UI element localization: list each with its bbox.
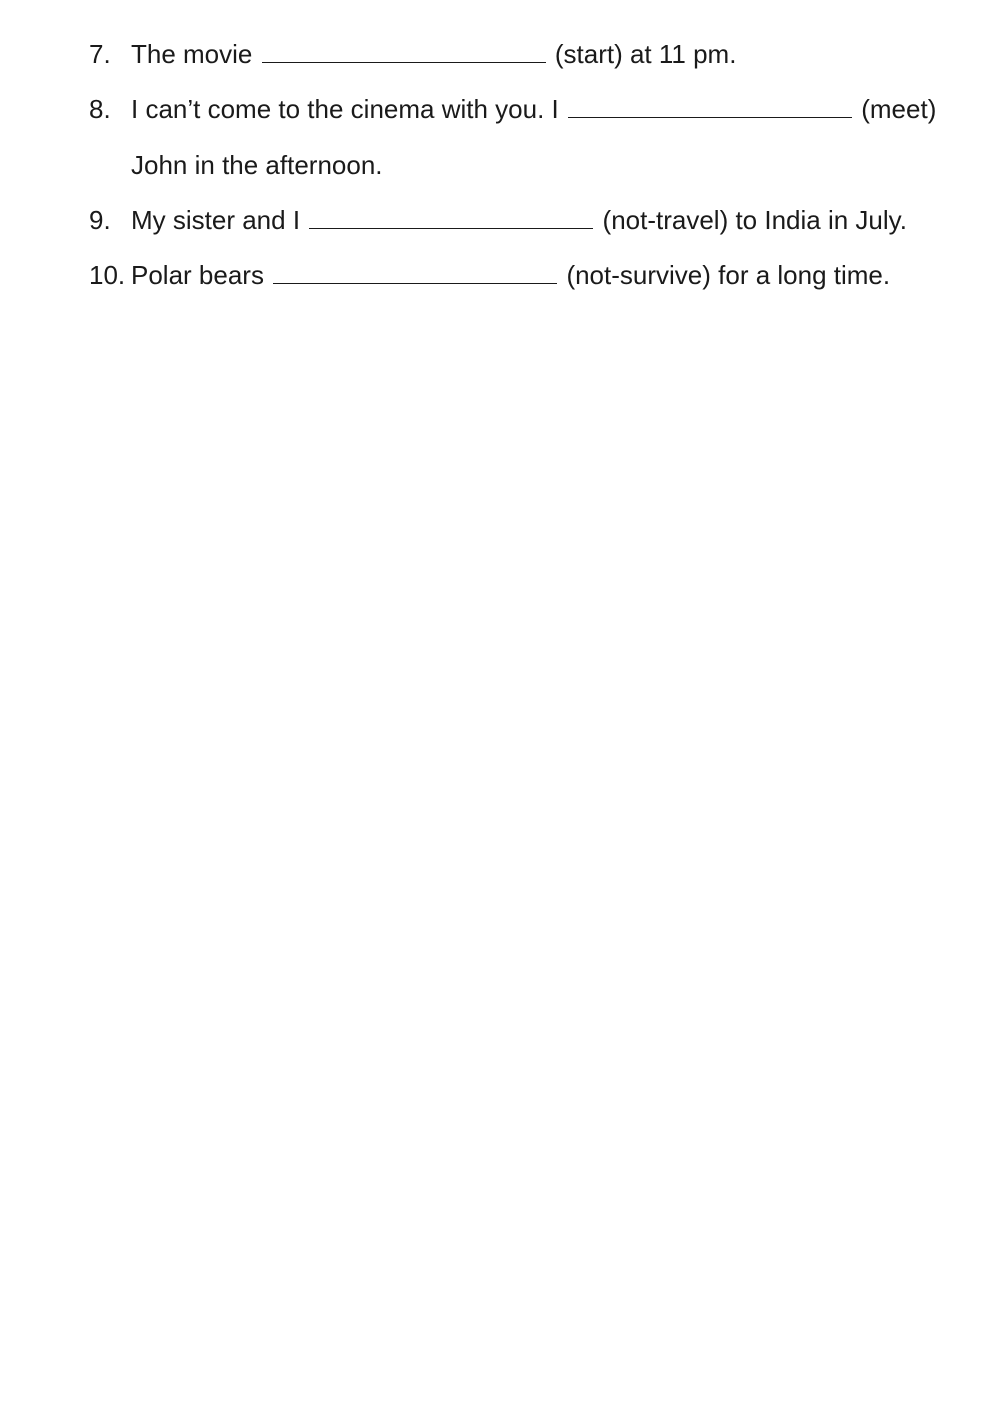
verb-hint: (start) [554,39,623,69]
verb-hint: (not-travel) [602,205,729,235]
exercise-continuation: John in the afternoon. [131,150,383,180]
exercise-number: 8. [89,94,111,124]
exercise-text-after: at 11 pm. [622,39,737,69]
exercise-number: 9. [89,205,111,235]
answer-blank[interactable] [262,42,546,63]
answer-blank[interactable] [568,97,852,118]
exercise-item-7 [89,27,989,82]
exercise-text-before: Polar bears [131,260,264,290]
exercise-text-after: for a long time. [710,260,891,290]
exercise-text-before: I can’t come to the cinema with you. I [131,94,559,124]
exercise-item-10 [89,248,989,303]
answer-blank[interactable] [273,263,557,284]
answer-blank[interactable] [309,208,593,229]
exercise-text-before: The movie [131,39,253,69]
verb-hint: (meet) [861,94,937,124]
exercise-item-8 [89,82,989,137]
exercise-number: 7. [89,39,111,69]
exercise-number: 10. [89,260,126,290]
exercise-text-after: to India in July. [728,205,907,235]
exercise-text-before: My sister and I [131,205,301,235]
exercise-item-9 [89,193,989,248]
verb-hint: (not-survive) [566,260,711,290]
